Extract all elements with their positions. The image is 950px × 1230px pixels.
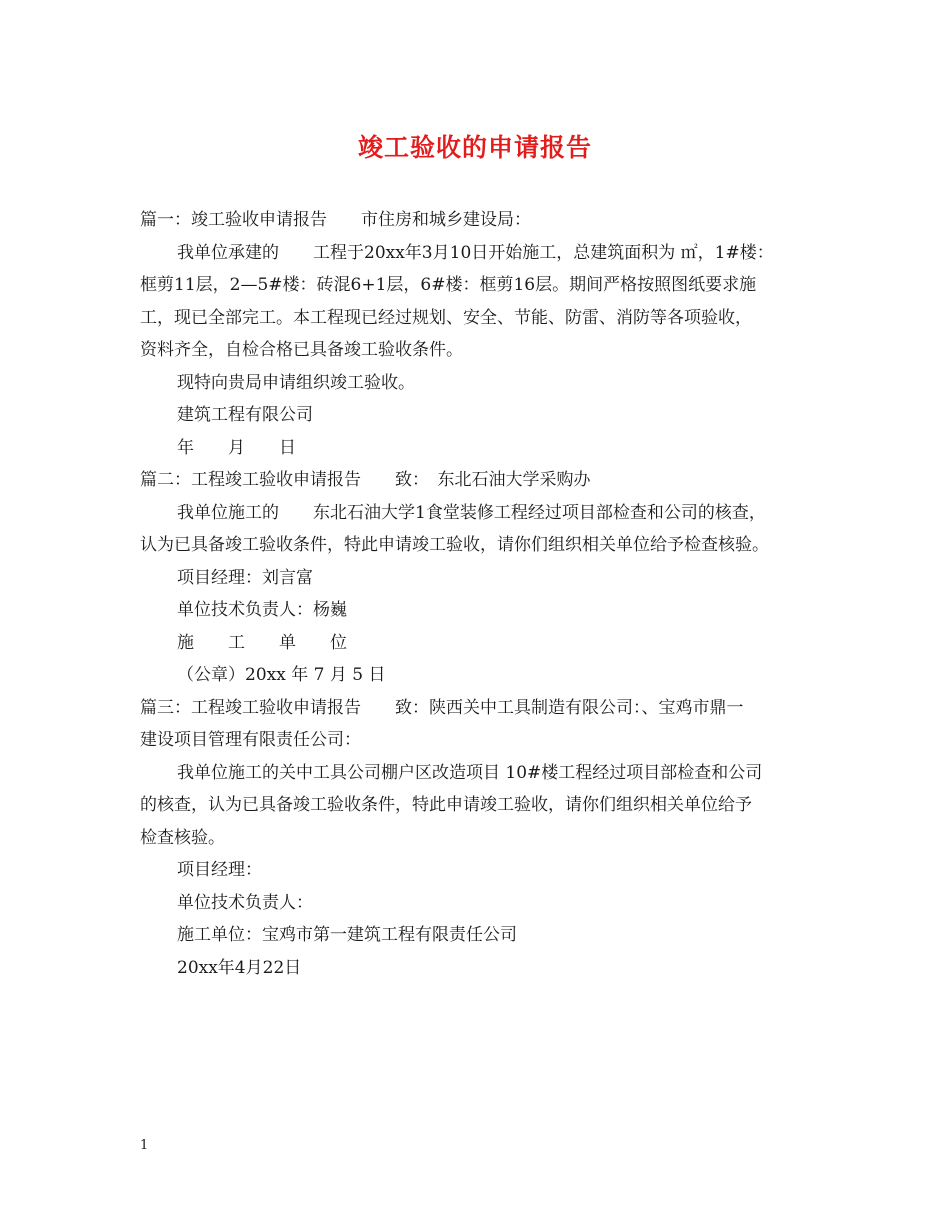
- document-title: 竣工验收的申请报告: [357, 133, 592, 162]
- paragraph-line: 我单位施工的关中工具公司棚户区改造项目 10#楼工程经过项目部检查和公司: [177, 762, 763, 783]
- technical-lead: 单位技术负责人：: [177, 892, 313, 913]
- project-manager: 项目经理：: [177, 860, 262, 880]
- paragraph-line: 检查核验。: [140, 827, 225, 848]
- paragraph-line: 的核查，认为已具备竣工验收条件，特此申请竣工验收，请你们组织相关单位给予: [140, 795, 752, 815]
- section-one-heading: 篇一：竣工验收申请报告 市住房和城乡建设局：: [140, 210, 531, 230]
- paragraph-line: 认为已具备竣工验收条件，特此申请竣工验收，请你们组织相关单位给予检查核验。: [140, 535, 769, 555]
- construction-unit: 施工单位：宝鸡市第一建筑工程有限责任公司: [177, 925, 517, 945]
- seal-date: （公章）20xx 年 7 月 5 日: [177, 665, 386, 685]
- paragraph-line: 框剪11层，2—5#楼：砖混6+1层，6#楼：框剪16层。期间严格按照图纸要求施: [140, 275, 757, 295]
- construction-unit: 施 工 单 位: [177, 632, 347, 653]
- paragraph-line: 建设项目管理有限责任公司：: [140, 730, 361, 750]
- paragraph-line: 我单位施工的 东北石油大学1食堂装修工程经过项目部检查和公司的核查，: [177, 502, 766, 523]
- project-manager: 项目经理：刘言富: [177, 567, 313, 588]
- signature-company: 建筑工程有限公司: [177, 405, 313, 425]
- technical-lead: 单位技术负责人：杨巍: [177, 600, 347, 620]
- page-number: 1: [140, 1138, 149, 1153]
- paragraph-line: 我单位承建的 工程于20xx年3月10日开始施工，总建筑面积为 ㎡，1#楼：: [177, 242, 774, 263]
- paragraph-line: 资料齐全，自检合格已具备竣工验收条件。: [140, 340, 463, 360]
- paragraph-line: 工，现已全部完工。本工程现已经过规划、安全、节能、防雷、消防等各项验收，: [140, 307, 752, 328]
- signature-date: 20xx年4月22日: [177, 957, 302, 978]
- document-body: [140, 204, 815, 984]
- section-two-heading: 篇二：工程竣工验收申请报告 致： 东北石油大学采购办: [140, 470, 591, 490]
- signature-date: 年 月 日: [177, 437, 296, 458]
- paragraph-line: 现特向贵局申请组织竣工验收。: [177, 372, 415, 393]
- section-three-heading: 篇三：工程竣工验收申请报告 致：陕西关中工具制造有限公司：、宝鸡市鼎一: [140, 697, 744, 718]
